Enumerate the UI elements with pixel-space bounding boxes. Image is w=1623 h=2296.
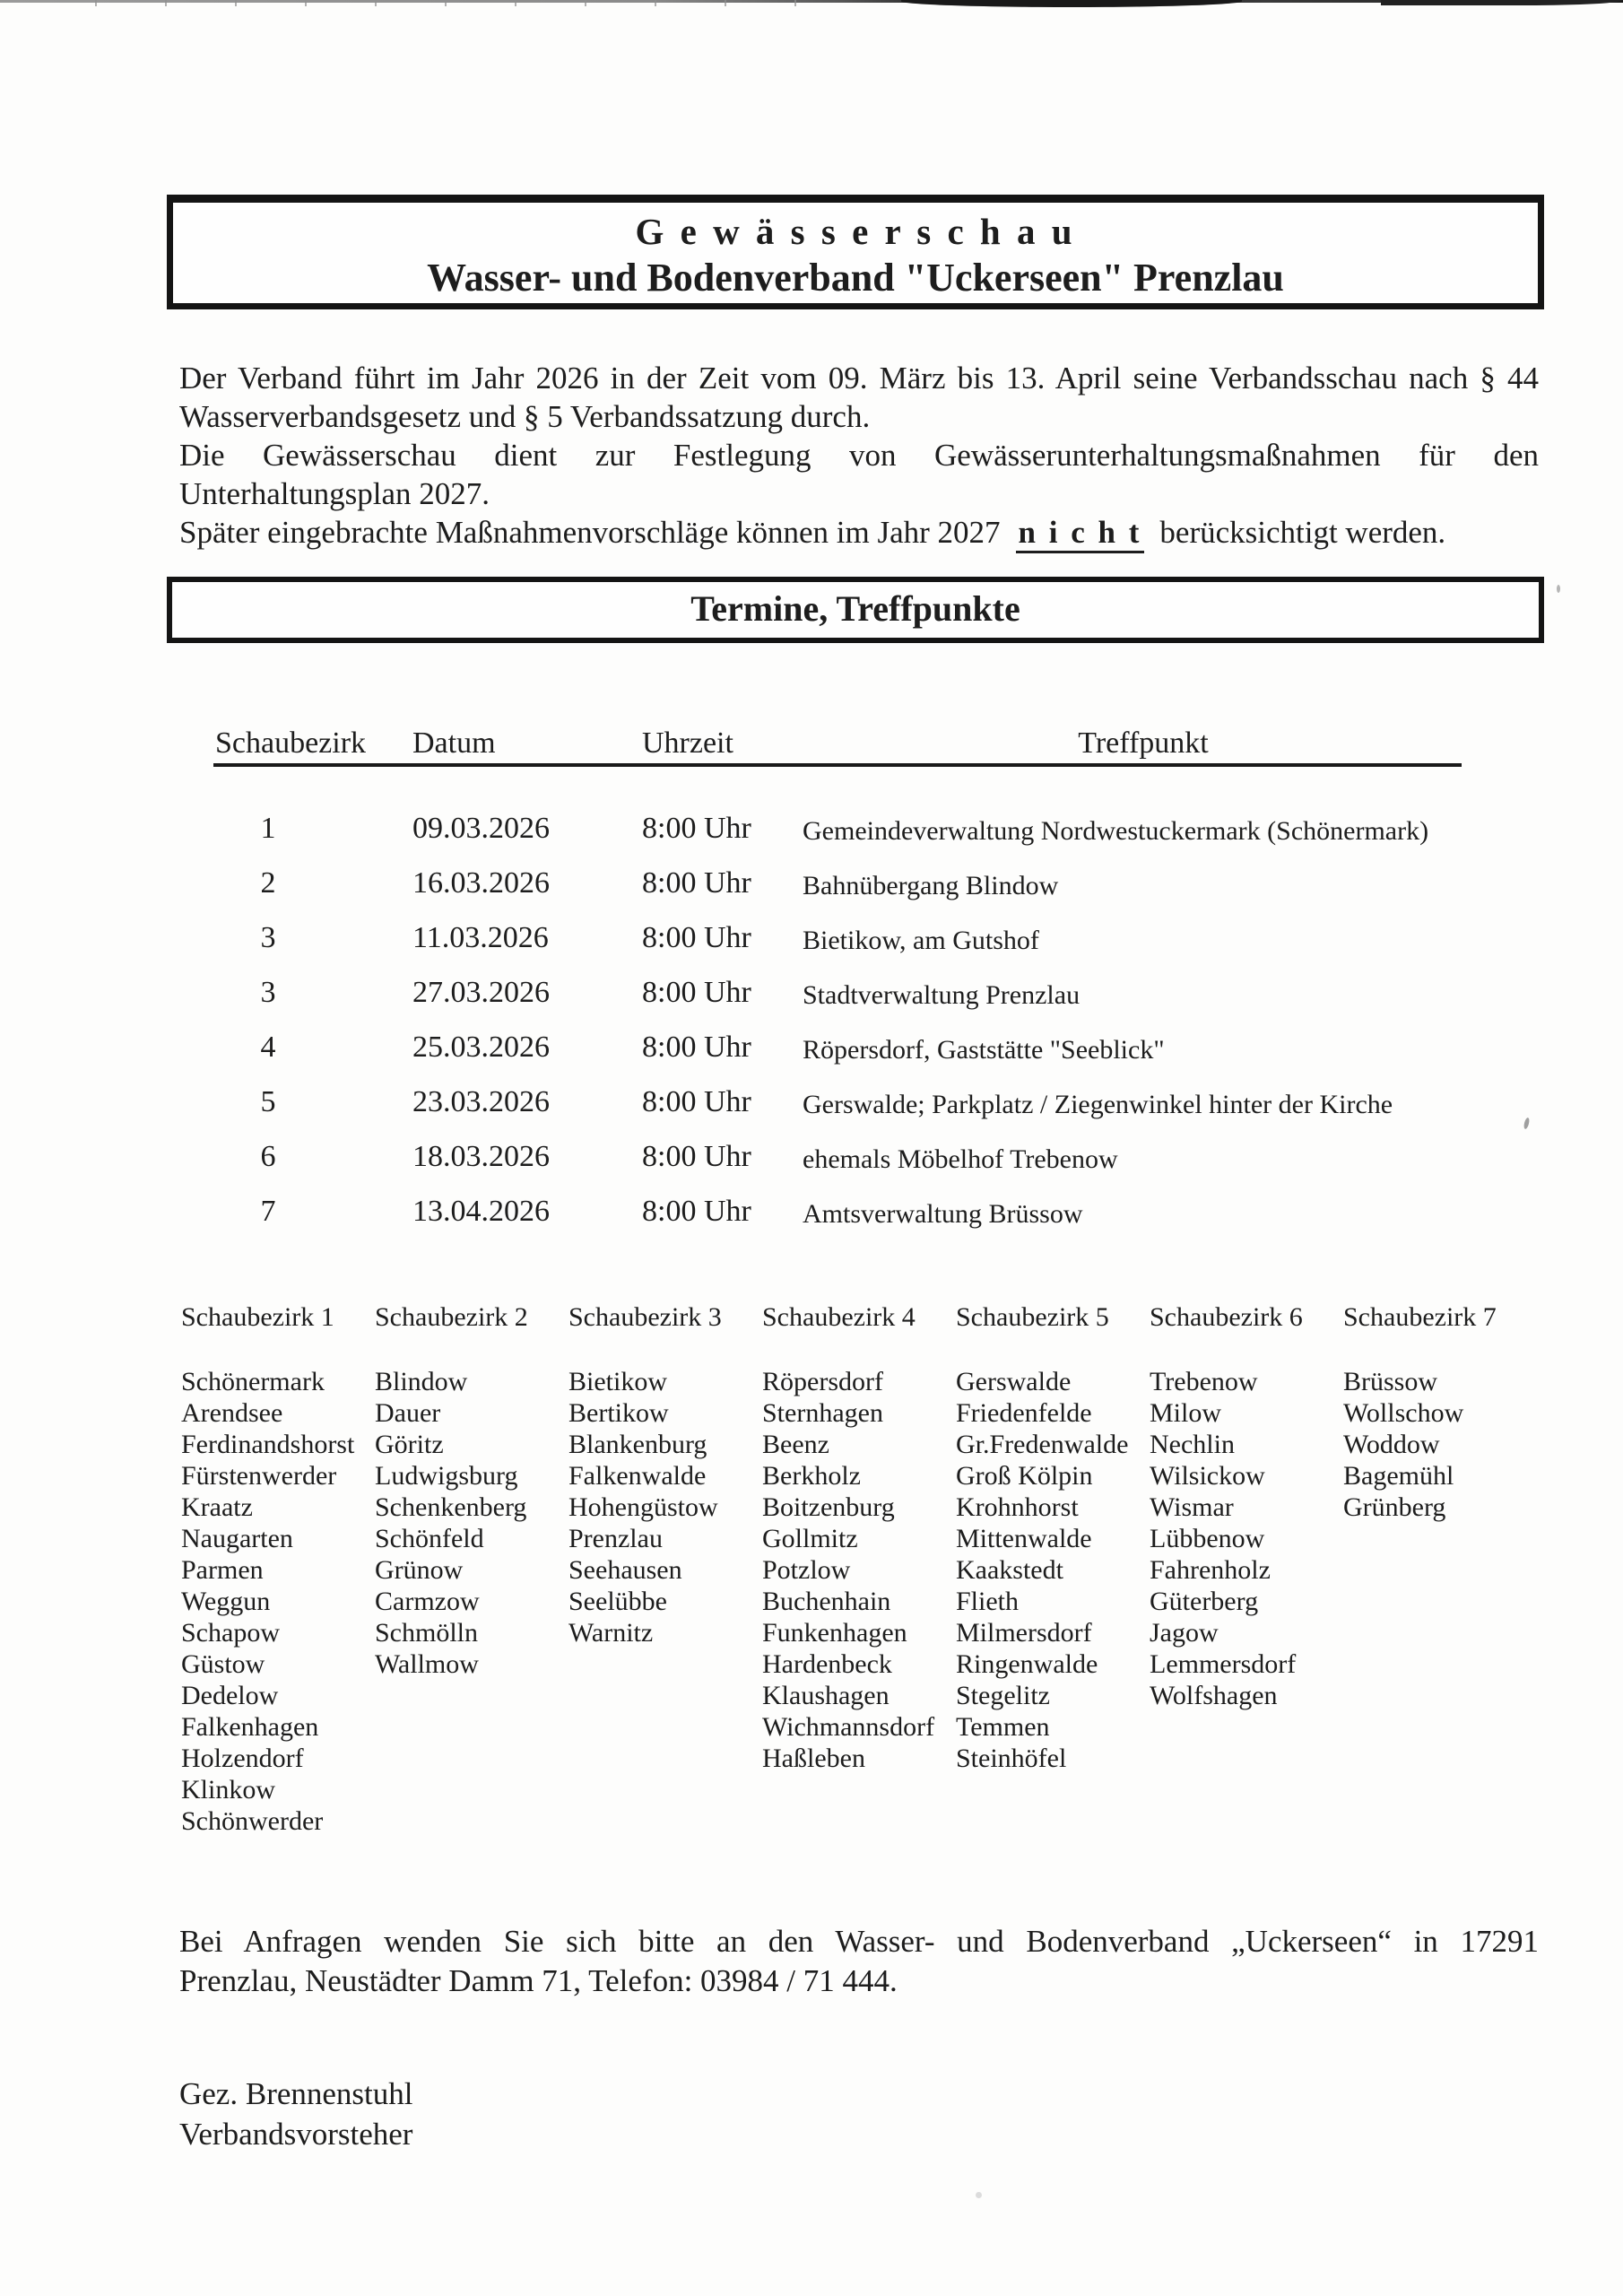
- schedule-cell-treffpunkt: Gerswalde; Parkplatz / Ziegenwinkel hinter der Kirche: [803, 1090, 1393, 1119]
- schedule-cell-uhrzeit: 8:00 Uhr: [642, 976, 751, 1009]
- district-column: [375, 1302, 567, 1680]
- schedule-cell-datum: 09.03.2026: [412, 812, 550, 845]
- schedule-row: [0, 976, 1623, 1022]
- district-place: Arendsee: [181, 1398, 283, 1428]
- schedule-cell-bezirk: 6: [260, 1140, 276, 1173]
- district-place-list: [1343, 1366, 1535, 1523]
- contact-line: Bei Anfragen wenden Sie sich bitte an den Wasser- und Bodenverband „Uckerseen“ in 17291: [179, 1924, 1539, 1959]
- district-place: Prenzlau: [568, 1524, 663, 1553]
- schedule-cell-treffpunkt: Gemeindeverwaltung Nordwestuckermark (Schönermark): [803, 816, 1429, 846]
- district-column: [956, 1302, 1148, 1774]
- notice-emphasis: n i c h t: [1016, 515, 1145, 553]
- schedule-cell-uhrzeit: 8:00 Uhr: [642, 1031, 751, 1064]
- district-place: Lemmersdorf: [1150, 1649, 1297, 1679]
- district-place: Steinhöfel: [956, 1744, 1067, 1773]
- district-place: Ludwigsburg: [375, 1461, 518, 1491]
- district-place: Sternhagen: [762, 1398, 883, 1428]
- district-place: Göritz: [375, 1430, 444, 1459]
- district-place: Schönwerder: [181, 1806, 324, 1836]
- district-place: Gerswalde: [956, 1367, 1072, 1396]
- district-place: Fahrenholz: [1150, 1555, 1271, 1585]
- district-place: Hohengüstow: [568, 1492, 718, 1522]
- schedule-row: [0, 1195, 1623, 1241]
- district-place: Naugarten: [181, 1524, 293, 1553]
- intro-line: Wasserverbandsgesetz und § 5 Verbandssatzung durch.: [179, 399, 871, 434]
- schedule-header-rule: [213, 763, 1462, 767]
- signature-name: Gez. Brennenstuhl: [179, 2076, 413, 2111]
- district-column: [181, 1302, 373, 1837]
- schedule-cell-uhrzeit: 8:00 Uhr: [642, 812, 751, 845]
- district-place: Boitzenburg: [762, 1492, 895, 1522]
- district-place: Güstow: [181, 1649, 265, 1679]
- intro-paragraphs: [179, 359, 1539, 552]
- schedule-cell-bezirk: 7: [260, 1195, 276, 1228]
- district-place: Milmersdorf: [956, 1618, 1092, 1648]
- district-place: Funkenhagen: [762, 1618, 907, 1648]
- signature-block: [179, 2074, 412, 2154]
- schedule-cell-treffpunkt: ehemals Möbelhof Trebenow: [803, 1144, 1118, 1174]
- district-place: Blindow: [375, 1367, 468, 1396]
- district-place: Wichmannsdorf: [762, 1712, 935, 1742]
- district-place: Stegelitz: [956, 1681, 1050, 1710]
- document-title: G e w ä s s e r s c h a u: [635, 211, 1076, 252]
- district-place: Wallmow: [375, 1649, 479, 1679]
- district-place: Bagemühl: [1343, 1461, 1454, 1491]
- district-place: Klaushagen: [762, 1681, 890, 1710]
- district-place: Buchenhain: [762, 1587, 891, 1616]
- schedule-cell-treffpunkt: Bahnübergang Blindow: [803, 871, 1059, 900]
- schedule-cell-datum: 11.03.2026: [412, 921, 549, 954]
- district-place: Schönermark: [181, 1367, 325, 1396]
- district-title: Schaubezirk 3: [568, 1302, 722, 1332]
- district-place: Klinkow: [181, 1775, 275, 1805]
- signature-title: Verbandsvorsteher: [179, 2117, 413, 2152]
- schedule-cell-datum: 16.03.2026: [412, 866, 550, 900]
- district-place: Seehausen: [568, 1555, 682, 1585]
- district-place: Parmen: [181, 1555, 264, 1585]
- schedule-row: [0, 1031, 1623, 1077]
- schedule-cell-bezirk: 2: [260, 866, 276, 900]
- schedule-cell-bezirk: 4: [260, 1031, 276, 1064]
- district-place: Schenkenberg: [375, 1492, 527, 1522]
- district-place: Dauer: [375, 1398, 441, 1428]
- district-place-list: [1150, 1366, 1341, 1711]
- district-place: Falkenhagen: [181, 1712, 319, 1742]
- district-place: Ringenwalde: [956, 1649, 1098, 1679]
- schedule-cell-treffpunkt: Röpersdorf, Gaststätte "Seeblick": [803, 1035, 1165, 1065]
- district-place: Güterberg: [1150, 1587, 1259, 1616]
- schedule-cell-treffpunkt: Amtsverwaltung Brüssow: [803, 1199, 1083, 1229]
- district-place: Brüssow: [1343, 1367, 1438, 1396]
- schedule-row: [0, 812, 1623, 858]
- schedule-cell-bezirk: 3: [260, 921, 276, 954]
- district-place: Schapow: [181, 1618, 280, 1648]
- district-column: [762, 1302, 954, 1774]
- district-place: Wilsickow: [1150, 1461, 1265, 1491]
- district-place: Woddow: [1343, 1430, 1440, 1459]
- district-place: Potzlow: [762, 1555, 851, 1585]
- district-place: Beenz: [762, 1430, 829, 1459]
- contact-line: Prenzlau, Neustädter Damm 71, Telefon: 03984 / 71 444.: [179, 1963, 898, 1998]
- scan-artifact-blob: [901, 0, 1242, 7]
- district-place: Seelübbe: [568, 1587, 667, 1616]
- district-place: Grünow: [375, 1555, 464, 1585]
- schedule-cell-uhrzeit: 8:00 Uhr: [642, 921, 751, 954]
- district-place: Temmen: [956, 1712, 1050, 1742]
- district-place: Flieth: [956, 1587, 1020, 1616]
- schedule-column-treffpunkt: Treffpunkt: [1078, 726, 1209, 760]
- schedule-cell-bezirk: 1: [260, 812, 276, 845]
- district-place: Mittenwalde: [956, 1524, 1092, 1553]
- district-place-list: [568, 1366, 760, 1648]
- district-place: Krohnhorst: [956, 1492, 1079, 1522]
- schedule-cell-treffpunkt: Stadtverwaltung Prenzlau: [803, 980, 1081, 1010]
- district-place: Kraatz: [181, 1492, 253, 1522]
- district-place: Hardenbeck: [762, 1649, 892, 1679]
- schedule-cell-datum: 13.04.2026: [412, 1195, 550, 1228]
- district-title: Schaubezirk 4: [762, 1302, 916, 1332]
- district-place: Carmzow: [375, 1587, 480, 1616]
- scan-speck: [1557, 585, 1560, 593]
- district-place: Blankenburg: [568, 1430, 707, 1459]
- district-place-list: [181, 1366, 373, 1837]
- district-title: Schaubezirk 2: [375, 1302, 528, 1332]
- district-place: Trebenow: [1150, 1367, 1258, 1396]
- district-place: Wolfshagen: [1150, 1681, 1278, 1710]
- schedule-cell-datum: 18.03.2026: [412, 1140, 550, 1173]
- schedule-cell-bezirk: 5: [260, 1085, 276, 1118]
- district-place: Wollschow: [1343, 1398, 1464, 1428]
- notice-suffix: berücksichtigt werden.: [1159, 515, 1446, 550]
- district-place: Holzendorf: [181, 1744, 304, 1773]
- district-place: Fürstenwerder: [181, 1461, 337, 1491]
- district-place: Lübbenow: [1150, 1524, 1265, 1553]
- schedule-cell-datum: 27.03.2026: [412, 976, 550, 1009]
- notice-line: [179, 513, 1539, 552]
- district-column: [1343, 1302, 1535, 1523]
- district-place: Gollmitz: [762, 1524, 858, 1553]
- intro-line: Die Gewässerschau dient zur Festlegung von Gewässerunterhaltungsmaßnahmen für den: [179, 438, 1539, 473]
- district-place: Wismar: [1150, 1492, 1234, 1522]
- schedule-cell-treffpunkt: Bietikow, am Gutshof: [803, 926, 1039, 955]
- notice-prefix: Später eingebrachte Maßnahmenvorschläge können im Jahr 2027: [179, 515, 1001, 550]
- district-place: Groß Kölpin: [956, 1461, 1093, 1491]
- district-place: Dedelow: [181, 1681, 279, 1710]
- contact-paragraph: [179, 1922, 1539, 2001]
- district-place: Haßleben: [762, 1744, 865, 1773]
- document-subtitle: Wasser- und Bodenverband "Uckerseen" Prenzlau: [427, 256, 1284, 300]
- section-title: Termine, Treffpunkte: [690, 588, 1020, 629]
- district-place: Grünberg: [1343, 1492, 1446, 1522]
- schedule-column-datum: Datum: [412, 726, 496, 760]
- district-place: Falkenwalde: [568, 1461, 707, 1491]
- district-place: Ferdinandshorst: [181, 1430, 355, 1459]
- section-title-box: [167, 577, 1544, 643]
- schedule-row: [0, 1085, 1623, 1132]
- district-place: Warnitz: [568, 1618, 654, 1648]
- schedule-column-schaubezirk: Schaubezirk: [215, 726, 367, 760]
- schedule-cell-uhrzeit: 8:00 Uhr: [642, 1195, 751, 1228]
- district-place-list: [762, 1366, 954, 1774]
- district-place: Bertikow: [568, 1398, 669, 1428]
- district-place: Röpersdorf: [762, 1367, 883, 1396]
- schedule-row: [0, 921, 1623, 968]
- schedule-cell-bezirk: 3: [260, 976, 276, 1009]
- district-place: Schmölln: [375, 1618, 479, 1648]
- district-place: Schönfeld: [375, 1524, 484, 1553]
- district-title: Schaubezirk 1: [181, 1302, 334, 1332]
- scan-artifact-ticks: [27, 0, 816, 6]
- district-title: Schaubezirk 6: [1150, 1302, 1303, 1332]
- district-place: Jagow: [1150, 1618, 1219, 1648]
- scan-artifact-blob-right: [1381, 0, 1623, 5]
- district-place: Weggun: [181, 1587, 271, 1616]
- schedule-row: [0, 1140, 1623, 1187]
- district-place: Bietikow: [568, 1367, 667, 1396]
- district-place: Nechlin: [1150, 1430, 1235, 1459]
- district-columns: [0, 1302, 1623, 1876]
- schedule-cell-uhrzeit: 8:00 Uhr: [642, 1140, 751, 1173]
- district-place: Milow: [1150, 1398, 1222, 1428]
- schedule-row: [0, 866, 1623, 913]
- intro-line: Unterhaltungsplan 2027.: [179, 476, 490, 511]
- district-place-list: [375, 1366, 567, 1680]
- schedule-cell-datum: 25.03.2026: [412, 1031, 550, 1064]
- district-place: Friedenfelde: [956, 1398, 1092, 1428]
- district-place-list: [956, 1366, 1148, 1774]
- document-title-box: [167, 195, 1544, 309]
- district-column: [1150, 1302, 1341, 1711]
- district-column: [568, 1302, 760, 1648]
- schedule-cell-uhrzeit: 8:00 Uhr: [642, 1085, 751, 1118]
- schedule-cell-uhrzeit: 8:00 Uhr: [642, 866, 751, 900]
- district-title: Schaubezirk 7: [1343, 1302, 1497, 1332]
- district-place: Berkholz: [762, 1461, 861, 1491]
- schedule-column-uhrzeit: Uhrzeit: [642, 726, 733, 760]
- schedule-cell-datum: 23.03.2026: [412, 1085, 550, 1118]
- intro-line: Der Verband führt im Jahr 2026 in der Zeit vom 09. März bis 13. April seine Verbandsschau nach § 44: [179, 361, 1539, 396]
- scan-speck: [976, 2192, 982, 2198]
- district-place: Gr.Fredenwalde: [956, 1430, 1129, 1459]
- district-place: Kaakstedt: [956, 1555, 1063, 1585]
- district-title: Schaubezirk 5: [956, 1302, 1109, 1332]
